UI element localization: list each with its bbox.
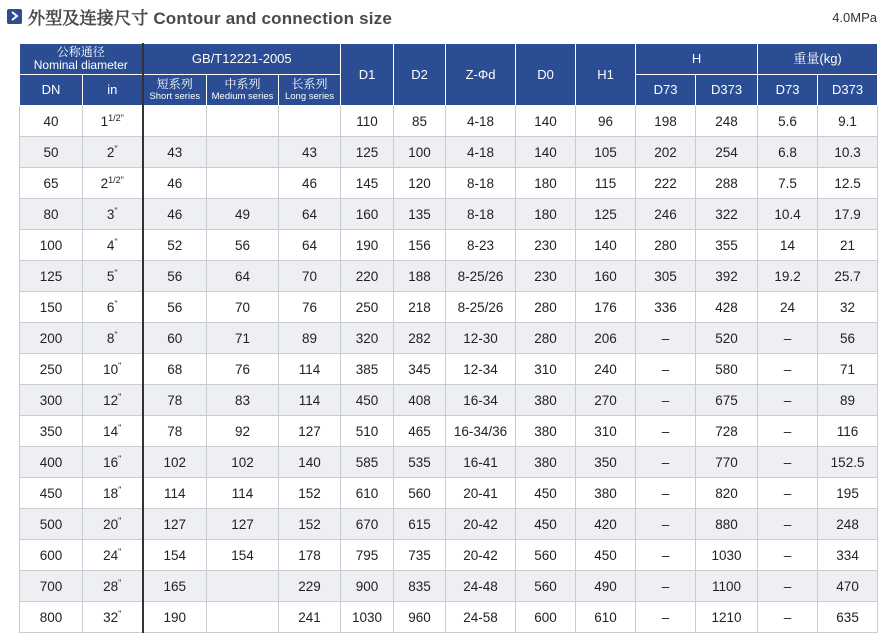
cell-h-d373: 880 bbox=[696, 509, 758, 540]
cell-in: 6" bbox=[83, 292, 143, 323]
cell-d2: 120 bbox=[394, 168, 446, 199]
table-row bbox=[20, 230, 878, 261]
cell-d1: 900 bbox=[341, 571, 394, 602]
cell-d1: 510 bbox=[341, 416, 394, 447]
cell-w-d73: – bbox=[758, 385, 818, 416]
cell-d1: 450 bbox=[341, 385, 394, 416]
cell-w-d73: – bbox=[758, 323, 818, 354]
cell-w-d373: 25.7 bbox=[818, 261, 878, 292]
cell-d1: 1030 bbox=[341, 602, 394, 633]
cell-h-d73: – bbox=[636, 323, 696, 354]
header-h-d373: D373 bbox=[696, 75, 758, 106]
cell-h1: 420 bbox=[576, 509, 636, 540]
pressure-rating: 4.0MPa bbox=[832, 10, 877, 25]
cell-d2: 735 bbox=[394, 540, 446, 571]
table-row bbox=[20, 416, 878, 447]
cell-medium bbox=[207, 106, 279, 137]
cell-w-d373: 71 bbox=[818, 354, 878, 385]
cell-w-d73: 7.5 bbox=[758, 168, 818, 199]
cell-z: 20-41 bbox=[446, 478, 516, 509]
inch-whole: 1 bbox=[100, 114, 109, 129]
cell-z: 20-42 bbox=[446, 540, 516, 571]
header-short-series: 短系列 Short series bbox=[143, 75, 207, 106]
cell-in: 12" bbox=[83, 385, 143, 416]
table-row bbox=[20, 199, 878, 230]
cell-in: 5" bbox=[83, 261, 143, 292]
cell-d0: 140 bbox=[516, 137, 576, 168]
cell-short: 60 bbox=[143, 323, 207, 354]
inch-whole: 12 bbox=[103, 393, 119, 408]
cell-in: 10" bbox=[83, 354, 143, 385]
cell-z: 8-23 bbox=[446, 230, 516, 261]
cell-z: 8-25/26 bbox=[446, 292, 516, 323]
chevron-right-icon bbox=[7, 9, 22, 24]
table-row bbox=[20, 602, 878, 633]
cell-h-d73: 336 bbox=[636, 292, 696, 323]
cell-in: 3" bbox=[83, 199, 143, 230]
cell-h-d373: 675 bbox=[696, 385, 758, 416]
cell-long: 241 bbox=[279, 602, 341, 633]
cell-h1: 310 bbox=[576, 416, 636, 447]
cell-short: 78 bbox=[143, 385, 207, 416]
inch-whole: 18 bbox=[103, 486, 119, 501]
cell-d0: 450 bbox=[516, 509, 576, 540]
cell-medium: 92 bbox=[207, 416, 279, 447]
cell-z: 20-42 bbox=[446, 509, 516, 540]
header-d0: D0 bbox=[516, 44, 576, 106]
cell-h1: 140 bbox=[576, 230, 636, 261]
cell-dn: 80 bbox=[20, 199, 83, 230]
cell-medium: 70 bbox=[207, 292, 279, 323]
cell-long: 89 bbox=[279, 323, 341, 354]
cell-h-d73: 202 bbox=[636, 137, 696, 168]
cell-short: 78 bbox=[143, 416, 207, 447]
inch-fraction: 1/2 bbox=[108, 175, 121, 185]
cell-dn: 200 bbox=[20, 323, 83, 354]
cell-d1: 125 bbox=[341, 137, 394, 168]
cell-w-d373: 152.5 bbox=[818, 447, 878, 478]
cell-h-d73: – bbox=[636, 385, 696, 416]
cell-d2: 135 bbox=[394, 199, 446, 230]
cell-h1: 380 bbox=[576, 478, 636, 509]
cell-d1: 220 bbox=[341, 261, 394, 292]
inch-whole: 5 bbox=[106, 269, 115, 284]
cell-h-d73: 280 bbox=[636, 230, 696, 261]
cell-d0: 180 bbox=[516, 168, 576, 199]
cell-h1: 125 bbox=[576, 199, 636, 230]
cell-d2: 408 bbox=[394, 385, 446, 416]
header-weight: 重量(kg) bbox=[758, 44, 878, 75]
cell-h1: 450 bbox=[576, 540, 636, 571]
inch-whole: 6 bbox=[106, 300, 115, 315]
cell-d1: 160 bbox=[341, 199, 394, 230]
cell-in: 20" bbox=[83, 509, 143, 540]
cell-d1: 190 bbox=[341, 230, 394, 261]
cell-medium: 64 bbox=[207, 261, 279, 292]
cell-h1: 105 bbox=[576, 137, 636, 168]
cell-medium: 102 bbox=[207, 447, 279, 478]
cell-h1: 96 bbox=[576, 106, 636, 137]
cell-d0: 310 bbox=[516, 354, 576, 385]
cell-h-d73: 198 bbox=[636, 106, 696, 137]
inch-whole: 28 bbox=[103, 579, 119, 594]
cell-short: 56 bbox=[143, 292, 207, 323]
cell-medium: 114 bbox=[207, 478, 279, 509]
cell-in: 4" bbox=[83, 230, 143, 261]
cell-w-d73: – bbox=[758, 447, 818, 478]
header-dn: DN bbox=[20, 75, 83, 106]
cell-w-d373: 17.9 bbox=[818, 199, 878, 230]
cell-long: 178 bbox=[279, 540, 341, 571]
cell-in: 28" bbox=[83, 571, 143, 602]
inch-whole: 20 bbox=[103, 517, 119, 532]
cell-d2: 835 bbox=[394, 571, 446, 602]
cell-dn: 600 bbox=[20, 540, 83, 571]
cell-w-d73: – bbox=[758, 602, 818, 633]
cell-short: 52 bbox=[143, 230, 207, 261]
cell-in: 14" bbox=[83, 416, 143, 447]
cell-long: 43 bbox=[279, 137, 341, 168]
table-row bbox=[20, 447, 878, 478]
cell-medium: 49 bbox=[207, 199, 279, 230]
inch-whole: 24 bbox=[103, 548, 119, 563]
cell-h1: 610 bbox=[576, 602, 636, 633]
cell-short: 127 bbox=[143, 509, 207, 540]
cell-medium bbox=[207, 137, 279, 168]
cell-d0: 280 bbox=[516, 323, 576, 354]
cell-h-d373: 770 bbox=[696, 447, 758, 478]
table-row bbox=[20, 540, 878, 571]
header-gb-standard: GB/T12221-2005 bbox=[143, 44, 341, 75]
cell-medium: 154 bbox=[207, 540, 279, 571]
cell-h-d373: 322 bbox=[696, 199, 758, 230]
cell-d0: 380 bbox=[516, 447, 576, 478]
cell-medium bbox=[207, 571, 279, 602]
cell-d0: 380 bbox=[516, 385, 576, 416]
cell-d1: 145 bbox=[341, 168, 394, 199]
cell-h1: 206 bbox=[576, 323, 636, 354]
cell-h-d73: 222 bbox=[636, 168, 696, 199]
cell-short: 154 bbox=[143, 540, 207, 571]
header-z-phi-d: Z-Φd bbox=[446, 44, 516, 106]
table-row bbox=[20, 168, 878, 199]
cell-long: 229 bbox=[279, 571, 341, 602]
cell-w-d73: – bbox=[758, 416, 818, 447]
cell-d0: 560 bbox=[516, 540, 576, 571]
cell-w-d373: 334 bbox=[818, 540, 878, 571]
cell-h-d373: 820 bbox=[696, 478, 758, 509]
cell-in: 32" bbox=[83, 602, 143, 633]
cell-w-d373: 195 bbox=[818, 478, 878, 509]
cell-h-d373: 1210 bbox=[696, 602, 758, 633]
cell-h-d373: 428 bbox=[696, 292, 758, 323]
cell-medium: 71 bbox=[207, 323, 279, 354]
cell-d2: 465 bbox=[394, 416, 446, 447]
cell-h-d73: – bbox=[636, 416, 696, 447]
cell-d1: 110 bbox=[341, 106, 394, 137]
cell-dn: 450 bbox=[20, 478, 83, 509]
cell-long: 140 bbox=[279, 447, 341, 478]
cell-w-d73: – bbox=[758, 478, 818, 509]
cell-h1: 160 bbox=[576, 261, 636, 292]
header-d2: D2 bbox=[394, 44, 446, 106]
cell-h1: 176 bbox=[576, 292, 636, 323]
cell-d0: 140 bbox=[516, 106, 576, 137]
cell-h-d73: – bbox=[636, 447, 696, 478]
cell-dn: 150 bbox=[20, 292, 83, 323]
cell-d0: 230 bbox=[516, 230, 576, 261]
cell-in: 8" bbox=[83, 323, 143, 354]
cell-d2: 218 bbox=[394, 292, 446, 323]
table-row bbox=[20, 478, 878, 509]
cell-w-d73: – bbox=[758, 354, 818, 385]
cell-long: 70 bbox=[279, 261, 341, 292]
cell-h-d373: 355 bbox=[696, 230, 758, 261]
cell-d0: 450 bbox=[516, 478, 576, 509]
cell-long: 152 bbox=[279, 509, 341, 540]
cell-z: 12-30 bbox=[446, 323, 516, 354]
cell-d1: 795 bbox=[341, 540, 394, 571]
cell-h1: 490 bbox=[576, 571, 636, 602]
cell-medium: 56 bbox=[207, 230, 279, 261]
header-weight-d73: D73 bbox=[758, 75, 818, 106]
cell-d0: 280 bbox=[516, 292, 576, 323]
cell-d2: 560 bbox=[394, 478, 446, 509]
cell-h-d73: – bbox=[636, 354, 696, 385]
cell-w-d373: 12.5 bbox=[818, 168, 878, 199]
header-h: H bbox=[636, 44, 758, 75]
cell-h-d73: – bbox=[636, 478, 696, 509]
cell-medium bbox=[207, 602, 279, 633]
cell-long: 114 bbox=[279, 385, 341, 416]
cell-h-d73: – bbox=[636, 602, 696, 633]
table-row bbox=[20, 137, 878, 168]
cell-z: 8-25/26 bbox=[446, 261, 516, 292]
header-long-series: 长系列 Long series bbox=[279, 75, 341, 106]
cell-h-d373: 520 bbox=[696, 323, 758, 354]
table-row bbox=[20, 509, 878, 540]
header-in: in bbox=[83, 75, 143, 106]
inch-whole: 2 bbox=[106, 145, 115, 160]
cell-d2: 615 bbox=[394, 509, 446, 540]
cell-in: $1^{1/2"}$ bbox=[83, 106, 143, 137]
cell-in: 16" bbox=[83, 447, 143, 478]
cell-z: 4-18 bbox=[446, 137, 516, 168]
cell-d0: 230 bbox=[516, 261, 576, 292]
cell-short: 114 bbox=[143, 478, 207, 509]
cell-d1: 385 bbox=[341, 354, 394, 385]
cell-medium: 76 bbox=[207, 354, 279, 385]
cell-w-d373: 9.1 bbox=[818, 106, 878, 137]
cell-w-d73: 5.6 bbox=[758, 106, 818, 137]
cell-d2: 156 bbox=[394, 230, 446, 261]
cell-h-d73: – bbox=[636, 571, 696, 602]
cell-in: 18" bbox=[83, 478, 143, 509]
cell-long: 152 bbox=[279, 478, 341, 509]
cell-z: 16-41 bbox=[446, 447, 516, 478]
table-row bbox=[20, 323, 878, 354]
cell-short: 68 bbox=[143, 354, 207, 385]
cell-h-d73: – bbox=[636, 540, 696, 571]
cell-dn: 350 bbox=[20, 416, 83, 447]
cell-long: 127 bbox=[279, 416, 341, 447]
cell-w-d373: 470 bbox=[818, 571, 878, 602]
header-medium-series: 中系列 Medium series bbox=[207, 75, 279, 106]
cell-z: 4-18 bbox=[446, 106, 516, 137]
cell-z: 16-34 bbox=[446, 385, 516, 416]
cell-w-d373: 56 bbox=[818, 323, 878, 354]
cell-d2: 282 bbox=[394, 323, 446, 354]
cell-short bbox=[143, 106, 207, 137]
cell-medium bbox=[207, 168, 279, 199]
cell-h1: 115 bbox=[576, 168, 636, 199]
cell-short: 102 bbox=[143, 447, 207, 478]
cell-long bbox=[279, 106, 341, 137]
page-title: 外型及连接尺寸 Contour and connection size bbox=[28, 8, 393, 28]
inch-whole: 10 bbox=[103, 362, 119, 377]
inch-whole: 3 bbox=[106, 207, 115, 222]
cell-dn: 800 bbox=[20, 602, 83, 633]
cell-short: 46 bbox=[143, 199, 207, 230]
cell-z: 24-58 bbox=[446, 602, 516, 633]
cell-d2: 960 bbox=[394, 602, 446, 633]
cell-z: 16-34/36 bbox=[446, 416, 516, 447]
table-row bbox=[20, 292, 878, 323]
cell-d0: 560 bbox=[516, 571, 576, 602]
header-h1: H1 bbox=[576, 44, 636, 106]
cell-h-d373: 1100 bbox=[696, 571, 758, 602]
cell-w-d373: 32 bbox=[818, 292, 878, 323]
cell-w-d73: 14 bbox=[758, 230, 818, 261]
cell-short: 190 bbox=[143, 602, 207, 633]
inch-whole: 16 bbox=[103, 455, 119, 470]
header-h-d73: D73 bbox=[636, 75, 696, 106]
cell-d1: 610 bbox=[341, 478, 394, 509]
cell-w-d73: – bbox=[758, 571, 818, 602]
table-row bbox=[20, 106, 878, 137]
cell-short: 56 bbox=[143, 261, 207, 292]
table-body bbox=[20, 106, 878, 633]
inch-whole: 4 bbox=[106, 238, 115, 253]
cell-w-d73: 6.8 bbox=[758, 137, 818, 168]
cell-w-d73: – bbox=[758, 540, 818, 571]
cell-w-d73: – bbox=[758, 509, 818, 540]
cell-d2: 345 bbox=[394, 354, 446, 385]
cell-h-d373: 580 bbox=[696, 354, 758, 385]
cell-dn: 700 bbox=[20, 571, 83, 602]
cell-z: 24-48 bbox=[446, 571, 516, 602]
cell-h-d373: 248 bbox=[696, 106, 758, 137]
cell-d1: 585 bbox=[341, 447, 394, 478]
cell-dn: 250 bbox=[20, 354, 83, 385]
cell-long: 76 bbox=[279, 292, 341, 323]
cell-z: 8-18 bbox=[446, 168, 516, 199]
cell-h1: 270 bbox=[576, 385, 636, 416]
cell-d2: 535 bbox=[394, 447, 446, 478]
table-row bbox=[20, 385, 878, 416]
cell-h-d373: 728 bbox=[696, 416, 758, 447]
cell-medium: 127 bbox=[207, 509, 279, 540]
cell-in: 2" bbox=[83, 137, 143, 168]
cell-long: 64 bbox=[279, 199, 341, 230]
cell-h1: 240 bbox=[576, 354, 636, 385]
cell-dn: 125 bbox=[20, 261, 83, 292]
cell-d0: 180 bbox=[516, 199, 576, 230]
cell-w-d73: 10.4 bbox=[758, 199, 818, 230]
cell-dn: 50 bbox=[20, 137, 83, 168]
cell-d2: 100 bbox=[394, 137, 446, 168]
title-bar bbox=[7, 5, 392, 27]
cell-short: 43 bbox=[143, 137, 207, 168]
cell-d1: 250 bbox=[341, 292, 394, 323]
inch-whole: 32 bbox=[103, 610, 119, 625]
cell-d0: 380 bbox=[516, 416, 576, 447]
cell-long: 64 bbox=[279, 230, 341, 261]
cell-long: 114 bbox=[279, 354, 341, 385]
cell-dn: 300 bbox=[20, 385, 83, 416]
inch-whole: 8 bbox=[106, 331, 115, 346]
cell-z: 12-34 bbox=[446, 354, 516, 385]
cell-h-d73: 246 bbox=[636, 199, 696, 230]
cell-h-d373: 254 bbox=[696, 137, 758, 168]
cell-long: 46 bbox=[279, 168, 341, 199]
inch-whole: 14 bbox=[103, 424, 119, 439]
cell-d2: 85 bbox=[394, 106, 446, 137]
cell-dn: 40 bbox=[20, 106, 83, 137]
cell-h-d373: 288 bbox=[696, 168, 758, 199]
cell-d2: 188 bbox=[394, 261, 446, 292]
cell-in: 24" bbox=[83, 540, 143, 571]
cell-w-d373: 89 bbox=[818, 385, 878, 416]
cell-w-d373: 21 bbox=[818, 230, 878, 261]
cell-dn: 500 bbox=[20, 509, 83, 540]
table-row bbox=[20, 354, 878, 385]
cell-d0: 600 bbox=[516, 602, 576, 633]
cell-short: 46 bbox=[143, 168, 207, 199]
inch-whole: 2 bbox=[100, 176, 109, 191]
cell-d1: 670 bbox=[341, 509, 394, 540]
cell-h-d373: 1030 bbox=[696, 540, 758, 571]
cell-w-d373: 10.3 bbox=[818, 137, 878, 168]
cell-h1: 350 bbox=[576, 447, 636, 478]
cell-short: 165 bbox=[143, 571, 207, 602]
cell-z: 8-18 bbox=[446, 199, 516, 230]
inch-fraction: 1/2 bbox=[108, 113, 121, 123]
cell-h-d73: – bbox=[636, 509, 696, 540]
cell-in: $2^{1/2"}$ bbox=[83, 168, 143, 199]
header-weight-d373: D373 bbox=[818, 75, 878, 106]
cell-w-d73: 24 bbox=[758, 292, 818, 323]
table-row bbox=[20, 571, 878, 602]
cell-d1: 320 bbox=[341, 323, 394, 354]
table-row bbox=[20, 261, 878, 292]
header-d1: D1 bbox=[341, 44, 394, 106]
cell-w-d373: 635 bbox=[818, 602, 878, 633]
cell-dn: 100 bbox=[20, 230, 83, 261]
dimension-table bbox=[19, 43, 878, 633]
cell-w-d373: 248 bbox=[818, 509, 878, 540]
header-nominal-diameter: 公称通径 Nominal diameter bbox=[20, 44, 143, 75]
cell-h-d373: 392 bbox=[696, 261, 758, 292]
cell-w-d73: 19.2 bbox=[758, 261, 818, 292]
cell-w-d373: 116 bbox=[818, 416, 878, 447]
cell-dn: 65 bbox=[20, 168, 83, 199]
cell-medium: 83 bbox=[207, 385, 279, 416]
cell-h-d73: 305 bbox=[636, 261, 696, 292]
cell-dn: 400 bbox=[20, 447, 83, 478]
